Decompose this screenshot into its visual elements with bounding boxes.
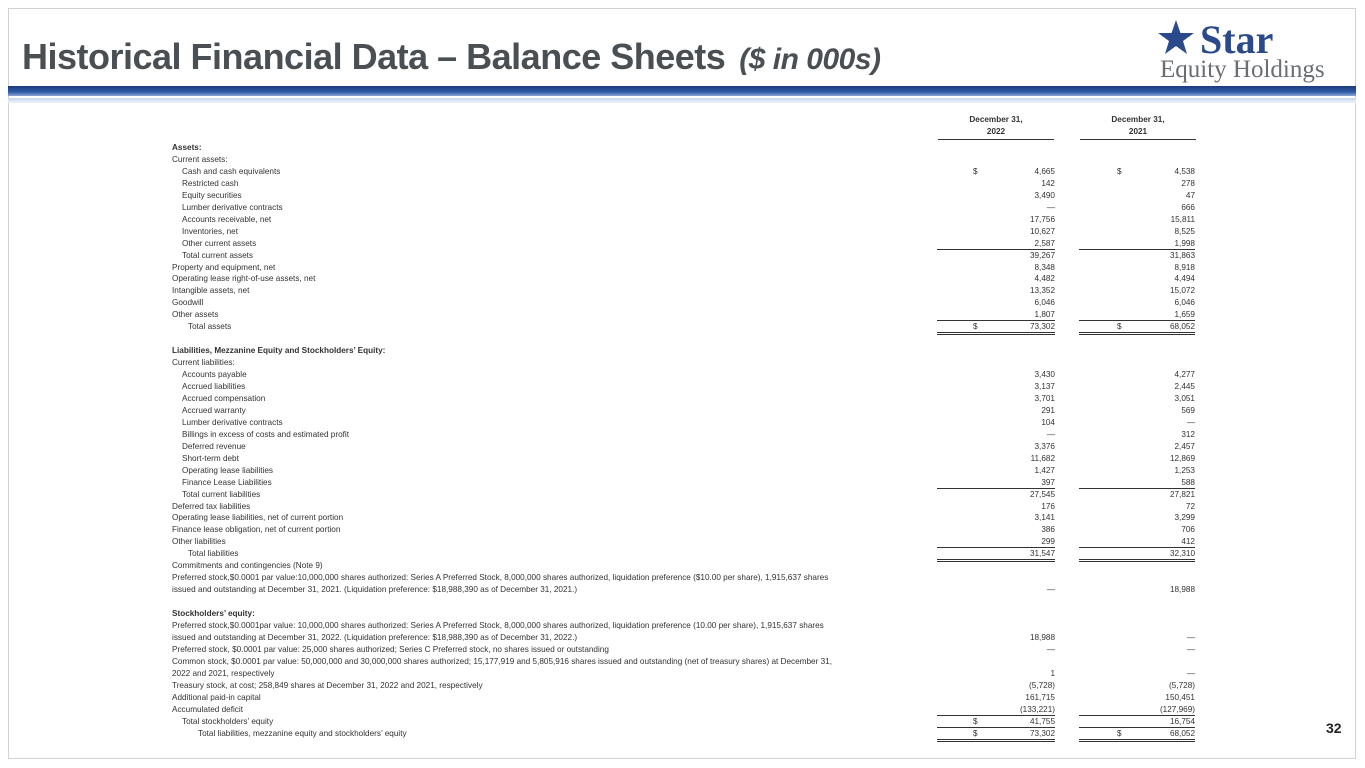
row-label: Treasury stock, at cost; 258,849 shares at December 31, 2022 and 2021, respectively <box>172 680 483 690</box>
cell-value: 104 <box>1041 417 1055 427</box>
table-row <box>172 536 1202 548</box>
table-row <box>172 190 1202 202</box>
value-2022 <box>937 178 1055 189</box>
table-row <box>172 608 1202 620</box>
cell-value: 397 <box>1041 477 1055 487</box>
row-label: Assets: <box>172 143 202 152</box>
value-2022 <box>937 273 1055 284</box>
cell-value: 3,051 <box>1174 393 1195 403</box>
value-2022 <box>937 214 1055 225</box>
cell-value: 1,659 <box>1174 310 1195 320</box>
cell-value: 47 <box>1185 190 1195 200</box>
table-row <box>172 692 1202 704</box>
value-2022 <box>937 632 1055 643</box>
value-2022 <box>937 202 1055 213</box>
row-label: Commitments and contingencies (Note 9) <box>172 561 323 571</box>
cell-value: 39,267 <box>1029 250 1055 260</box>
row-label: Liabilities, Mezzanine Equity and Stockholders’ Equity: <box>172 346 386 356</box>
cell-value: 8,525 <box>1174 226 1195 236</box>
value-2021 <box>1079 297 1195 308</box>
row-label: Preferred stock,$0.0001 par value:10,000,000 shares authorized: Series A Preferred Stock, 8,000,000 shares authorized, liquidation preference ($10.00 per share), 1,915,637 shares <box>172 573 829 583</box>
row-label: Total stockholders’ equity <box>182 716 274 726</box>
cell-value: — <box>1186 632 1195 642</box>
cell-value: 588 <box>1181 477 1195 487</box>
table-row <box>172 309 1202 321</box>
row-label: Property and equipment, net <box>172 262 276 272</box>
row-label: Finance Lease Liabilities <box>182 477 272 487</box>
table-row <box>172 166 1202 178</box>
value-2022 <box>937 238 1055 250</box>
value-2022 <box>937 668 1055 679</box>
table-row <box>172 656 1202 668</box>
value-2021 <box>1079 477 1195 489</box>
table-row <box>172 501 1202 513</box>
cell-value: 312 <box>1181 429 1195 439</box>
table-row <box>172 596 1202 608</box>
row-label: Total assets <box>188 322 232 332</box>
title-text: Historical Financial Data – Balance Sheets <box>22 36 726 77</box>
cell-value: — <box>1186 644 1195 654</box>
value-2021 <box>1079 429 1195 440</box>
value-2021 <box>1079 238 1195 250</box>
row-label: Goodwill <box>172 298 204 308</box>
row-label: Other assets <box>172 310 219 320</box>
company-logo <box>1150 14 1350 84</box>
table-row <box>172 417 1202 429</box>
value-2022 <box>937 728 1055 742</box>
value-2021 <box>1079 250 1195 261</box>
table-row <box>172 393 1202 405</box>
row-label: Billings in excess of costs and estimated profit <box>182 429 350 439</box>
value-2021 <box>1079 668 1195 679</box>
value-2021 <box>1079 453 1195 464</box>
value-2022 <box>937 393 1055 404</box>
table-row <box>172 632 1202 644</box>
cell-value: 1,807 <box>1034 310 1055 320</box>
value-2021 <box>1079 489 1195 500</box>
cell-value: 299 <box>1041 537 1055 547</box>
row-label: Total current liabilities <box>182 489 261 499</box>
value-2022 <box>937 226 1055 237</box>
cell-value: 6,046 <box>1174 298 1195 308</box>
row-label: Accounts payable <box>182 370 247 380</box>
value-2022 <box>937 250 1055 261</box>
value-2021 <box>1079 465 1195 476</box>
cell-value: — <box>1186 417 1195 427</box>
logo-word-star: Star <box>1200 17 1274 62</box>
row-label: Lumber derivative contracts <box>182 202 283 212</box>
value-2021 <box>1079 202 1195 213</box>
row-label: Finance lease obligation, net of current portion <box>172 525 341 535</box>
header-divider-shadow <box>8 98 1356 103</box>
row-label: Current liabilities: <box>172 358 235 368</box>
cell-value: 412 <box>1181 537 1195 547</box>
value-2021 <box>1079 704 1195 716</box>
cell-value: 2,457 <box>1174 441 1195 451</box>
value-2021 <box>1079 417 1195 428</box>
cell-value: — <box>1046 585 1055 595</box>
value-2021 <box>1079 166 1195 177</box>
cell-value: 1,427 <box>1034 465 1055 475</box>
table-row <box>172 668 1202 680</box>
table-row <box>172 560 1202 572</box>
table-row <box>172 178 1202 190</box>
value-2022 <box>937 453 1055 464</box>
column-header-line2: 2022 <box>986 127 1006 136</box>
cell-value: 3,141 <box>1034 513 1055 523</box>
cell-value: — <box>1046 202 1055 212</box>
row-label: Accrued compensation <box>182 393 266 403</box>
cell-value: 31,863 <box>1169 250 1195 260</box>
row-label: Lumber derivative contracts <box>182 417 283 427</box>
table-row <box>172 357 1202 369</box>
row-label: Preferred stock, $0.0001 par value: 25,000 shares authorized; Series C Preferred stock, no shares issued or outstanding <box>172 644 609 654</box>
table-row <box>172 381 1202 393</box>
cell-value: 68,052 <box>1169 322 1195 332</box>
cell-value: 569 <box>1181 405 1195 415</box>
cell-value: 278 <box>1181 178 1195 188</box>
table-row <box>172 548 1202 560</box>
value-2022 <box>937 477 1055 489</box>
table-row <box>172 262 1202 274</box>
row-label: Current assets: <box>172 154 228 164</box>
cell-value: 176 <box>1041 501 1055 511</box>
row-label: Short-term debt <box>182 453 239 463</box>
table-row <box>172 728 1202 740</box>
value-2022 <box>937 309 1055 321</box>
cell-value: 10,627 <box>1029 226 1055 236</box>
row-label: Restricted cash <box>182 178 239 188</box>
logo-word-equity-holdings: Equity Holdings <box>1160 56 1325 83</box>
row-label: Accrued liabilities <box>182 382 246 391</box>
row-label: Total liabilities, mezzanine equity and stockholders’ equity <box>198 728 407 738</box>
cell-value: 15,811 <box>1170 214 1195 224</box>
value-2021 <box>1079 728 1195 742</box>
value-2021 <box>1079 405 1195 416</box>
value-2021 <box>1079 501 1195 512</box>
table-row <box>172 202 1202 214</box>
row-label: Preferred stock,$0.0001par value: 10,000,000 shares authorized: Series A Preferred Stock, 8,000,000 shares authorized, liquidation preference (10.00 per share), 1,915,637 shares <box>172 621 824 630</box>
value-2021 <box>1079 524 1195 535</box>
table-row <box>172 453 1202 465</box>
value-2021 <box>1079 190 1195 201</box>
cell-value: 1,253 <box>1174 465 1195 475</box>
cell-value: 2,445 <box>1174 382 1195 391</box>
table-row <box>172 142 1202 154</box>
dollar-sign: $ <box>973 322 978 332</box>
table-row <box>172 465 1202 477</box>
row-label: issued and outstanding at December 31, 2021. (Liquidation preference: $18,988,390 as of December 31, 2021.) <box>172 585 578 595</box>
value-2022 <box>937 692 1055 703</box>
cell-value: 68,052 <box>1169 728 1195 738</box>
value-2021 <box>1079 226 1195 237</box>
cell-value: 4,665 <box>1034 166 1055 176</box>
value-2022 <box>937 417 1055 428</box>
cell-value: 1 <box>1050 668 1055 678</box>
cell-value: 73,302 <box>1029 728 1055 738</box>
table-row <box>172 226 1202 238</box>
cell-value: 161,715 <box>1025 692 1055 702</box>
table-row <box>172 620 1202 632</box>
cell-value: 17,756 <box>1029 214 1055 224</box>
cell-value: — <box>1186 668 1195 678</box>
value-2021 <box>1079 214 1195 225</box>
table-row <box>172 429 1202 441</box>
dollar-sign: $ <box>973 166 978 176</box>
dollar-sign: $ <box>973 728 978 738</box>
table-row <box>172 285 1202 297</box>
cell-value: 3,701 <box>1034 393 1055 403</box>
title-unit: ($ in 000s) <box>739 43 881 76</box>
cell-value: 13,352 <box>1029 286 1055 296</box>
table-row <box>172 273 1202 285</box>
row-label: Accumulated deficit <box>172 704 243 714</box>
cell-value: 73,302 <box>1029 322 1055 332</box>
cell-value: 3,299 <box>1174 513 1195 523</box>
table-row <box>172 716 1202 728</box>
column-header-line1: December 31, <box>969 115 1023 124</box>
page-number: 32 <box>1326 720 1342 736</box>
row-label: Inventories, net <box>182 226 238 236</box>
cell-value: 666 <box>1181 202 1195 212</box>
value-2021 <box>1079 393 1195 404</box>
cell-value: 2,587 <box>1034 238 1055 248</box>
table-row <box>172 524 1202 536</box>
value-2022 <box>937 405 1055 416</box>
row-label: Stockholders’ equity: <box>172 609 255 619</box>
table-row <box>172 333 1202 345</box>
cell-value: 1,998 <box>1174 238 1195 248</box>
cell-value: 706 <box>1181 525 1195 535</box>
cell-value: 11,682 <box>1030 453 1055 463</box>
cell-value: 3,430 <box>1034 370 1055 380</box>
value-2021 <box>1079 381 1195 392</box>
cell-value: 3,376 <box>1034 441 1055 451</box>
value-2021 <box>1079 262 1195 273</box>
table-row <box>172 489 1202 501</box>
cell-value: 12,869 <box>1169 453 1195 463</box>
value-2021 <box>1079 309 1195 321</box>
cell-value: 41,755 <box>1029 716 1055 726</box>
row-label: issued and outstanding at December 31, 2022. (Liquidation preference: $18,988,390 as of December 31, 2022.) <box>172 632 578 642</box>
value-2021 <box>1079 692 1195 703</box>
cell-value: 142 <box>1041 178 1055 188</box>
cell-value: 8,918 <box>1174 262 1195 272</box>
value-2022 <box>937 512 1055 523</box>
value-2022 <box>937 644 1055 655</box>
value-2022 <box>937 489 1055 500</box>
cell-value: 27,545 <box>1029 489 1055 499</box>
cell-value: 4,538 <box>1174 166 1195 176</box>
dollar-sign: $ <box>1117 166 1122 176</box>
cell-value: 291 <box>1041 405 1055 415</box>
value-2021 <box>1079 441 1195 452</box>
table-row <box>172 644 1202 656</box>
row-label: Intangible assets, net <box>172 286 250 296</box>
value-2021 <box>1079 536 1195 548</box>
dollar-sign: $ <box>1117 728 1122 738</box>
cell-value: 8,348 <box>1034 262 1055 272</box>
row-label: Accounts receivable, net <box>182 214 272 224</box>
cell-value: 32,310 <box>1169 549 1195 559</box>
table-row <box>172 238 1202 250</box>
cell-value: 4,494 <box>1174 274 1195 284</box>
table-row <box>172 250 1202 262</box>
value-2022 <box>937 501 1055 512</box>
column-header-2021 <box>1080 114 1196 138</box>
cell-value: (127,969) <box>1159 704 1195 714</box>
cell-value: (133,221) <box>1019 704 1055 714</box>
cell-value: 27,821 <box>1169 489 1195 499</box>
table-row <box>172 512 1202 524</box>
table-row <box>172 441 1202 453</box>
value-2021 <box>1079 273 1195 284</box>
table-row <box>172 214 1202 226</box>
value-2021 <box>1079 285 1195 296</box>
cell-value: 3,490 <box>1034 190 1055 200</box>
value-2021 <box>1079 369 1195 380</box>
cell-value: (5,728) <box>1029 680 1055 690</box>
value-2021 <box>1079 584 1195 595</box>
cell-value: 4,277 <box>1174 370 1195 380</box>
value-2021 <box>1079 512 1195 523</box>
table-row <box>172 297 1202 309</box>
cell-value: 15,072 <box>1169 286 1195 296</box>
row-label: Total liabilities <box>188 549 239 559</box>
row-label: Operating lease liabilities, net of current portion <box>172 513 344 523</box>
value-2022 <box>937 441 1055 452</box>
value-2022 <box>937 297 1055 308</box>
table-row <box>172 680 1202 692</box>
cell-value: 4,482 <box>1034 274 1055 284</box>
value-2022 <box>937 524 1055 535</box>
row-label: Deferred tax liabilities <box>172 501 251 511</box>
dollar-sign: $ <box>973 716 978 726</box>
cell-value: 18,988 <box>1169 585 1195 595</box>
value-2022 <box>937 381 1055 392</box>
column-header-2022 <box>938 114 1054 138</box>
value-2022 <box>937 704 1055 716</box>
table-row <box>172 345 1202 357</box>
row-label: Common stock, $0.0001 par value: 50,000,000 and 30,000,000 shares authorized; 15,177,919 and 5,805,916 shares issued and outstanding (net of treasury shares) at December 31, <box>172 656 832 666</box>
value-2021 <box>1079 178 1195 189</box>
value-2022 <box>937 190 1055 201</box>
value-2022 <box>937 285 1055 296</box>
row-label: Accrued warranty <box>182 405 246 415</box>
value-2021 <box>1079 716 1195 728</box>
header-divider-bar <box>8 86 1356 96</box>
star-icon <box>1156 18 1196 58</box>
row-label: 2022 and 2021, respectively <box>172 668 275 678</box>
cell-value: — <box>1046 644 1055 654</box>
table-row <box>172 405 1202 417</box>
row-label: Operating lease right-of-use assets, net <box>172 274 316 284</box>
value-2022 <box>937 262 1055 273</box>
table-row <box>172 369 1202 381</box>
row-label: Deferred revenue <box>182 441 246 451</box>
cell-value: 3,137 <box>1034 382 1055 391</box>
cell-value: 6,046 <box>1034 298 1055 308</box>
value-2022 <box>937 536 1055 548</box>
cell-value: 150,451 <box>1165 692 1195 702</box>
value-2022 <box>937 716 1055 728</box>
table-row <box>172 477 1202 489</box>
row-label: Operating lease liabilities <box>182 465 274 475</box>
value-2021 <box>1079 680 1195 691</box>
table-row <box>172 321 1202 333</box>
cell-value: 386 <box>1041 525 1055 535</box>
table-row <box>172 704 1202 716</box>
cell-value: 18,988 <box>1029 632 1055 642</box>
column-header-line1: December 31, <box>1111 115 1165 124</box>
row-label: Other current assets <box>182 238 257 248</box>
value-2022 <box>937 166 1055 177</box>
cell-value: (5,728) <box>1169 680 1195 690</box>
dollar-sign: $ <box>1117 322 1122 332</box>
cell-value: 31,547 <box>1029 549 1055 559</box>
cell-value: — <box>1046 429 1055 439</box>
row-label: Total current assets <box>182 250 253 260</box>
value-2022 <box>937 429 1055 440</box>
table-row <box>172 154 1202 166</box>
cell-value: 16,754 <box>1169 716 1195 726</box>
value-2022 <box>937 584 1055 595</box>
value-2021 <box>1079 632 1195 643</box>
value-2021 <box>1079 644 1195 655</box>
table-row <box>172 584 1202 596</box>
cell-value: 72 <box>1185 501 1195 511</box>
page-title <box>22 36 881 78</box>
table-row <box>172 572 1202 584</box>
row-label: Cash and cash equivalents <box>182 166 281 176</box>
row-label: Other liabilities <box>172 537 226 547</box>
value-2022 <box>937 369 1055 380</box>
row-label: Additional paid-in capital <box>172 692 261 702</box>
value-2022 <box>937 465 1055 476</box>
column-header-line2: 2021 <box>1128 127 1148 136</box>
value-2022 <box>937 680 1055 691</box>
row-label: Equity securities <box>182 190 242 200</box>
